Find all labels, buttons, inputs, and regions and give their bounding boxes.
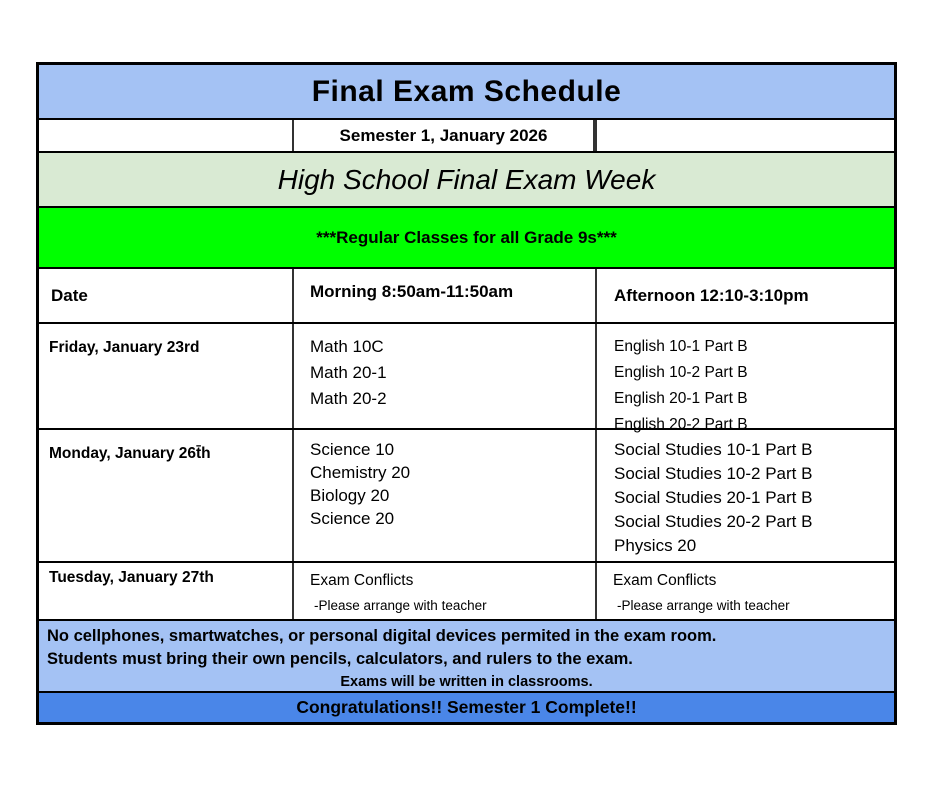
column-header-morning: [292, 269, 595, 322]
exam-conflicts-label: Exam Conflicts: [310, 572, 414, 589]
title-row: [39, 65, 894, 118]
column-header-date: Date: [51, 285, 88, 305]
exam-conflicts-label: Exam Conflicts: [613, 572, 717, 589]
exam-week-banner: High School Final Exam Week: [277, 163, 656, 195]
page-title: Final Exam Schedule: [311, 74, 622, 108]
column-header-afternoon: Afternoon 12:10-3:10pm: [595, 269, 894, 322]
banner-row: [39, 151, 894, 206]
course-line: English 20-1 Part B: [614, 390, 748, 407]
column-header-morning-label: Morning 8:50am-11:50am: [310, 281, 514, 301]
footer-note-line-1: No cellphones, smartwatches, or personal digital devices permited in the exam room.: [47, 627, 717, 645]
footer-note-line-2: Students must bring their own pencils, calculators, and rulers to the exam.: [47, 650, 633, 668]
course-line: Science 10: [310, 440, 395, 459]
course-line: English 10-1 Part B: [614, 338, 748, 355]
semester-label: Semester 1, January 2026: [339, 125, 548, 145]
morning-cell: [292, 430, 595, 561]
course-line: Science 20: [310, 509, 395, 528]
course-line: Math 20-2: [310, 389, 387, 408]
date-cell: Friday, January 23rd: [49, 339, 200, 356]
course-line: Social Studies 10-2 Part B: [614, 464, 813, 483]
course-line: Math 10C: [310, 337, 384, 356]
course-line: English 10-2 Part B: [614, 364, 748, 381]
exam-row-monday: [39, 428, 894, 561]
afternoon-cell: [595, 563, 894, 619]
course-line: Biology 20: [310, 486, 390, 505]
congrats-banner: [39, 691, 894, 722]
conflicts-note: -Please arrange with teacher: [314, 598, 487, 613]
footer-note-line-3: Exams will be written in classrooms.: [340, 674, 593, 690]
course-line: Physics 20: [614, 536, 697, 555]
footer-note: [39, 619, 894, 691]
congrats-text: Congratulations!! Semester 1 Complete!!: [296, 697, 637, 717]
afternoon-cell: [595, 324, 894, 433]
course-line: Math 20-1: [310, 363, 387, 382]
course-line: English 20-2 Part B: [614, 416, 748, 433]
course-line: Social Studies 20-2 Part B: [614, 512, 813, 531]
grade9-notice-row: [39, 206, 894, 267]
course-line: Chemistry 20: [310, 463, 411, 482]
grade9-notice: ***Regular Classes for all Grade 9s***: [316, 227, 617, 247]
morning-cell: [292, 563, 595, 619]
exam-row-tuesday: [39, 561, 894, 619]
semester-cell: [292, 120, 595, 151]
exam-schedule-table: [36, 62, 897, 725]
date-cell: Monday, January 26t̄h: [49, 445, 211, 462]
morning-cell: [292, 324, 595, 428]
course-line: Social Studies 20-1 Part B: [614, 488, 813, 507]
conflicts-note: -Please arrange with teacher: [617, 598, 790, 613]
exam-row-friday: [39, 322, 894, 433]
course-line: Social Studies 10-1 Part B: [614, 440, 813, 459]
semester-row-left-cell: [39, 120, 292, 151]
afternoon-cell: [595, 430, 894, 561]
column-header-row: [39, 267, 894, 322]
semester-row: [39, 118, 894, 151]
date-cell: Tuesday, January 27th: [49, 569, 214, 586]
semester-row-right-cell: [595, 120, 894, 151]
